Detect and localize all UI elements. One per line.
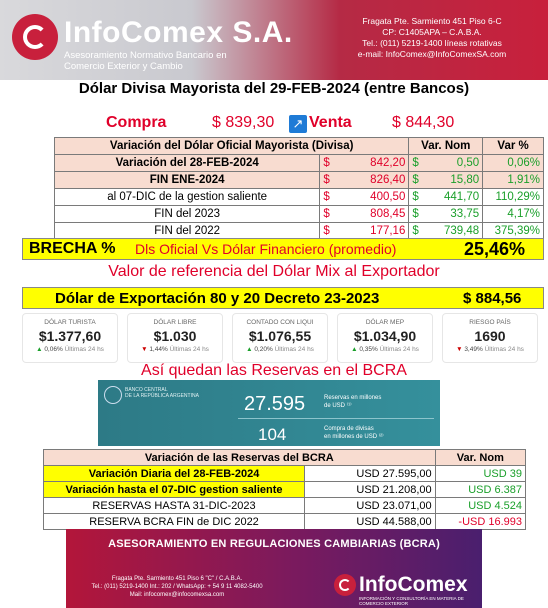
card-period: Últimas 24 hs [484, 346, 524, 353]
row-var-currency: $ [409, 189, 422, 206]
card-title: DÓLAR TURISTA [44, 319, 96, 326]
table-row [55, 172, 544, 189]
row-var-nom: 0,50 [422, 155, 483, 172]
quote-card-dolar-mep[interactable] [337, 313, 433, 363]
export-label: Dólar de Exportación 80 y 20 Decreto 23-2023 [55, 290, 380, 307]
address-line-1: Fragata Pte. Sarmiento 451 Piso 6-C [362, 16, 502, 26]
header-banner [0, 0, 548, 80]
card-period: Últimas 24 hs [64, 346, 104, 353]
row-currency: $ [320, 155, 333, 172]
card-change [128, 346, 222, 353]
venta-label: Venta [309, 114, 352, 131]
table-header-row [55, 138, 544, 155]
dolar-variation-table [54, 137, 544, 240]
footer-logo-text: InfoComex [359, 573, 468, 596]
brecha-description: Dls Oficial Vs Dólar Financiero (promedio) [135, 241, 397, 257]
card-period: Últimas 24 hs [274, 346, 314, 353]
row-var-nom: 15,80 [422, 172, 483, 189]
header-var-nom: Var. Nom [435, 450, 525, 466]
compra-venta-row [0, 114, 548, 136]
row-var-currency: $ [409, 206, 422, 223]
table-row [55, 206, 544, 223]
header-desc: Variación del Dólar Oficial Mayorista (Divisa) [55, 138, 409, 155]
card-value: $1.076,55 [248, 328, 312, 344]
quote-card-riesgo-pais[interactable] [442, 313, 538, 363]
row-amount: 808,45 [333, 206, 409, 223]
row-currency: $ [320, 172, 333, 189]
row-currency: $ [320, 223, 333, 240]
quote-card-dolar-libre[interactable] [127, 313, 223, 363]
brecha-label: BRECHA % [29, 240, 116, 257]
bcra-seal-icon [104, 386, 122, 404]
footer-address-line: Fragata Pte. Sarmiento 451 Piso 6 "C" / C.A.B.A. [111, 576, 243, 582]
up-arrow-icon: ▲ [246, 346, 253, 353]
down-arrow-icon: ▼ [141, 346, 148, 353]
row-var-pct: 375,39% [483, 223, 544, 240]
table-row [55, 189, 544, 206]
label-line: de USD ⁽¹⁾ [324, 403, 352, 409]
row-usd: USD 23.071,00 [305, 498, 436, 514]
up-arrow-icon: ▲ [351, 346, 358, 353]
row-var-pct: 110,29% [483, 189, 544, 206]
row-usd: USD 21.208,00 [305, 482, 436, 498]
header-desc: Variación de las Reservas del BCRA [44, 450, 436, 466]
address-line-2: CP: C1405APA – C.A.B.A. [382, 27, 482, 37]
up-arrow-icon: ▲ [36, 346, 43, 353]
label-line: Compra de divisas [324, 426, 374, 432]
logo-sub-line-2: Comercio Exterior y Cambio [64, 61, 183, 72]
row-var-nom: 441,70 [422, 189, 483, 206]
bcra-purchases-value: 104 [258, 425, 287, 444]
row-var-nom: USD 39 [435, 466, 525, 482]
card-period: Últimas 24 hs [379, 346, 419, 353]
brecha-value: 25,46% [464, 239, 526, 259]
card-change-pct: 0,35% [359, 346, 378, 353]
dolar-exportacion-bar [22, 287, 544, 309]
row-var-currency: $ [409, 223, 422, 240]
card-title: RIESGO PAÍS [469, 319, 511, 326]
row-var-nom: USD 4.524 [435, 498, 525, 514]
card-change [338, 346, 432, 353]
card-change-pct: 1,44% [149, 346, 168, 353]
reservas-heading: Así quedan las Reservas en el BCRA [141, 362, 407, 379]
export-value: $ 884,56 [463, 290, 522, 307]
address-email[interactable]: e-mail: InfoComex@InfoComexSA.com [357, 49, 507, 59]
row-var-nom: USD 6.387 [435, 482, 525, 498]
row-desc: Variación Diaria del 28-FEB-2024 [44, 466, 305, 482]
table-row [44, 498, 526, 514]
table-row [55, 223, 544, 240]
row-amount: 400,50 [333, 189, 409, 206]
footer-address [72, 575, 282, 599]
card-change [443, 346, 537, 353]
row-amount: 177,16 [333, 223, 409, 240]
valor-referencia-heading: Valor de referencia del Dólar Mix al Exportador [108, 263, 440, 280]
down-arrow-icon: ▼ [456, 346, 463, 353]
row-var-pct: 0,06% [483, 155, 544, 172]
quote-card-contado-con-liqui[interactable] [232, 313, 328, 363]
card-change-pct: 3,49% [464, 346, 483, 353]
card-change [23, 346, 117, 353]
bcra-reserves-banner [98, 380, 440, 446]
row-desc: al 07-DIC de la gestion saliente [55, 189, 320, 206]
row-var-currency: $ [409, 172, 422, 189]
infocomex-logo-icon [334, 574, 356, 596]
row-desc: FIN del 2022 [55, 223, 320, 240]
row-var-pct: 1,91% [483, 172, 544, 189]
label-line: Reservas en millones [324, 395, 382, 401]
quote-card-dolar-turista[interactable] [22, 313, 118, 363]
header-address [322, 16, 542, 60]
logo-sub-line-1: Asesoramiento Normativo Bancario en [64, 50, 227, 61]
row-desc: Variación del 28-FEB-2024 [55, 155, 320, 172]
reserves-variation-table [43, 449, 526, 530]
logo-text: InfoComex S.A. [64, 16, 293, 49]
card-value: $1.034,90 [353, 328, 417, 344]
footer-logo-subtitle: INFORMACIÓN Y CONSULTORÍA EN MATERIA DE COMERCIO EXTERIOR [359, 596, 464, 606]
row-amount: 842,20 [333, 155, 409, 172]
footer-phone-line: Tel.: (011) 5219-1400 Int.: 202 / WhatsApp: + 54 9 11 4082-5400 [91, 584, 263, 590]
card-period: Últimas 24 hs [169, 346, 209, 353]
footer-email[interactable]: Mail: infocomex@infocomexsa.com [129, 592, 225, 598]
bcra-reserves-label [324, 394, 424, 410]
compra-value: $ 839,30 [212, 114, 275, 131]
row-currency: $ [320, 206, 333, 223]
row-desc: FIN ENE-2024 [55, 172, 320, 189]
card-value: $1.377,60 [38, 328, 102, 344]
row-desc: Variación hasta el 07-DIC gestion saliente [44, 482, 305, 498]
row-var-currency: $ [409, 155, 422, 172]
row-desc: FIN del 2023 [55, 206, 320, 223]
footer-title: ASESORAMIENTO EN REGULACIONES CAMBIARIAS (BCRA) [108, 538, 440, 550]
footer-banner [66, 529, 482, 608]
venta-value: $ 844,30 [392, 114, 455, 131]
table-row [44, 482, 526, 498]
row-desc: RESERVA BCRA FIN de DIC 2022 [44, 514, 305, 530]
address-line-3: Tel.: (011) 5219-1400 líneas rotativas [362, 38, 502, 48]
card-change-pct: 0,20% [254, 346, 273, 353]
row-desc: RESERVAS HASTA 31-DIC-2023 [44, 498, 305, 514]
logo-subtitle [64, 50, 244, 72]
row-var-nom: 33,75 [422, 206, 483, 223]
card-title: CONTADO CON LIQUI [246, 319, 314, 326]
compra-label: Compra [106, 114, 167, 131]
brecha-bar [22, 238, 544, 260]
trend-up-arrow-icon: ↗ [289, 115, 307, 133]
table-row [55, 155, 544, 172]
row-usd: USD 27.595,00 [305, 466, 436, 482]
row-amount: 826,40 [333, 172, 409, 189]
infocomex-logo-icon [12, 14, 58, 60]
card-title: DÓLAR MEP [365, 319, 405, 326]
bcra-name-line-2: DE LA REPÚBLICA ARGENTINA [125, 393, 199, 399]
table-header-row [44, 450, 526, 466]
header-var-pct: Var % [483, 138, 544, 155]
row-var-pct: 4,17% [483, 206, 544, 223]
divider [238, 418, 434, 419]
bcra-purchases-label [324, 425, 424, 441]
row-var-nom: -USD 16.993 [435, 514, 525, 530]
card-change [233, 346, 327, 353]
page-title: Dólar Divisa Mayorista del 29-FEB-2024 (entre Bancos) [78, 80, 470, 97]
card-title: DÓLAR LIBRE [153, 319, 197, 326]
card-change-pct: 0,06% [44, 346, 63, 353]
row-usd: USD 44.588,00 [305, 514, 436, 530]
card-value: 1690 [474, 328, 506, 344]
bcra-name-line-1: BANCO CENTRAL [125, 387, 168, 393]
row-currency: $ [320, 189, 333, 206]
header-var-nom: Var. Nom [409, 138, 483, 155]
bcra-name [125, 387, 205, 399]
table-row [44, 466, 526, 482]
table-row [44, 514, 526, 530]
label-line: en millones de USD ⁽²⁾ [324, 434, 384, 440]
bcra-reserves-value: 27.595 [244, 393, 306, 415]
card-value: $1.030 [153, 328, 197, 344]
row-var-nom: 739,48 [422, 223, 483, 240]
